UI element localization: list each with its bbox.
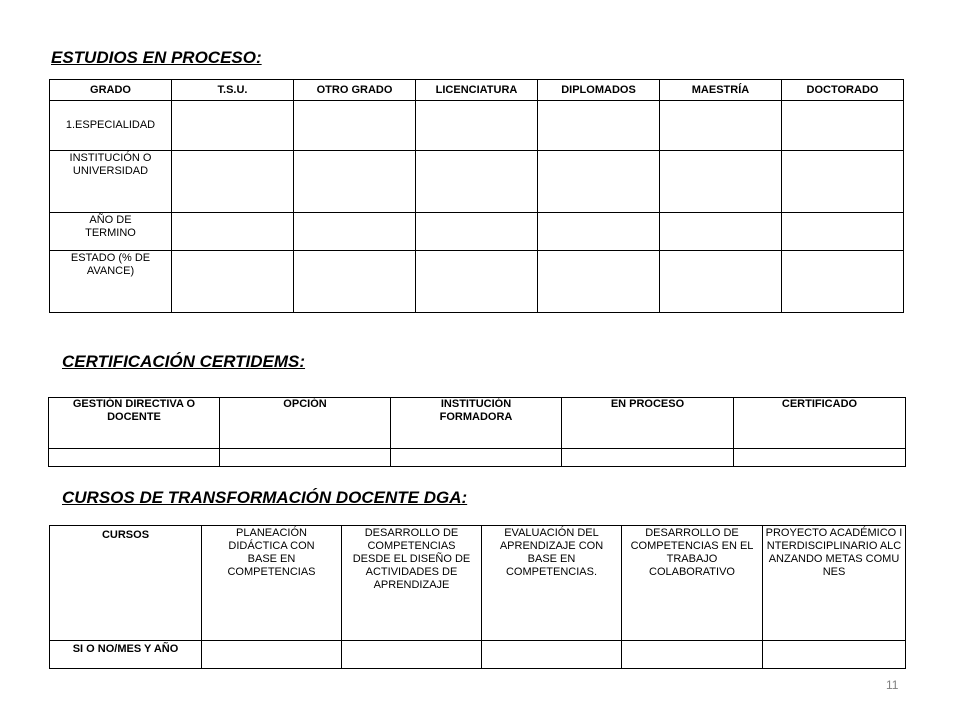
header-opcion: OPCIÓN	[220, 398, 391, 449]
header-en-proceso: EN PROCESO	[562, 398, 734, 449]
table-cell[interactable]	[562, 449, 734, 467]
header-otro-grado: OTRO GRADO	[294, 80, 416, 101]
table-cell[interactable]	[294, 251, 416, 313]
header-cursos: CURSOS	[50, 526, 202, 641]
estudios-title: ESTUDIOS EN PROCESO:	[51, 48, 262, 67]
row-label-estado: ESTADO (% DE AVANCE)	[50, 251, 172, 313]
row-label-especialidad: 1.ESPECIALIDAD	[50, 101, 172, 151]
table-cell[interactable]	[416, 213, 538, 251]
header-institucion-formadora: INSTITUCIÓN FORMADORA	[391, 398, 562, 449]
table-cell[interactable]	[782, 213, 904, 251]
page-number: 11	[886, 678, 899, 692]
table-cell[interactable]	[294, 213, 416, 251]
table-cell[interactable]	[202, 641, 342, 669]
header-evaluacion: EVALUACIÓN DEL APRENDIZAJE CON BASE EN COMPETENCIAS.	[482, 526, 622, 641]
row-label-institucion: INSTITUCIÓN O UNIVERSIDAD	[50, 151, 172, 213]
table-cell[interactable]	[622, 641, 763, 669]
table-cell[interactable]	[172, 213, 294, 251]
table-cell[interactable]	[538, 251, 660, 313]
table-cell[interactable]	[220, 449, 391, 467]
header-tsu: T.S.U.	[172, 80, 294, 101]
cursos-title: CURSOS DE TRANSFORMACIÓN DOCENTE DGA:	[62, 488, 468, 507]
header-desarrollo-diseno: DESARROLLO DE COMPETENCIAS DESDE EL DISEÑO DE ACTIVIDADES DE APRENDIZAJE	[342, 526, 482, 641]
table-cell[interactable]	[763, 641, 906, 669]
table-cell[interactable]	[538, 101, 660, 151]
table-cell[interactable]	[660, 213, 782, 251]
header-proyecto: PROYECTO ACADÉMICO INTERDISCIPLINARIO ALCANZANDO METAS COMUNES	[763, 526, 906, 641]
table-cell[interactable]	[538, 151, 660, 213]
table-cell[interactable]	[482, 641, 622, 669]
table-cell[interactable]	[416, 251, 538, 313]
row-label-si-no: SI O NO/MES Y AÑO	[50, 641, 202, 669]
table-cell[interactable]	[172, 101, 294, 151]
table-cell[interactable]	[49, 449, 220, 467]
header-desarrollo-colaborativo: DESARROLLO DE COMPETENCIAS EN EL TRABAJO COLABORATIVO	[622, 526, 763, 641]
certificacion-table	[48, 397, 906, 467]
cursos-table	[49, 525, 906, 669]
table-cell[interactable]	[416, 101, 538, 151]
header-planeacion: PLANEACIÓN DIDÁCTICA CON BASE EN COMPETENCIAS	[202, 526, 342, 641]
table-cell[interactable]	[734, 449, 906, 467]
table-cell[interactable]	[660, 101, 782, 151]
estudios-table	[49, 79, 904, 313]
table-cell[interactable]	[172, 251, 294, 313]
table-cell[interactable]	[782, 251, 904, 313]
certificacion-title: CERTIFICACIÓN CERTIDEMS:	[62, 352, 306, 371]
table-cell[interactable]	[294, 101, 416, 151]
header-diplomados: DIPLOMADOS	[538, 80, 660, 101]
row-label-ano-termino: AÑO DE TERMINO	[50, 213, 172, 251]
table-cell[interactable]	[391, 449, 562, 467]
header-maestria: MAESTRÍA	[660, 80, 782, 101]
table-cell[interactable]	[172, 151, 294, 213]
table-cell[interactable]	[660, 251, 782, 313]
table-cell[interactable]	[782, 151, 904, 213]
table-cell[interactable]	[342, 641, 482, 669]
table-cell[interactable]	[660, 151, 782, 213]
header-certificado: CERTIFICADO	[734, 398, 906, 449]
header-licenciatura: LICENCIATURA	[416, 80, 538, 101]
table-cell[interactable]	[538, 213, 660, 251]
table-cell[interactable]	[782, 101, 904, 151]
header-gestion: GESTIÓN DIRECTIVA O DOCENTE	[49, 398, 220, 449]
table-cell[interactable]	[294, 151, 416, 213]
table-cell[interactable]	[416, 151, 538, 213]
header-doctorado: DOCTORADO	[782, 80, 904, 101]
header-grado: GRADO	[50, 80, 172, 101]
